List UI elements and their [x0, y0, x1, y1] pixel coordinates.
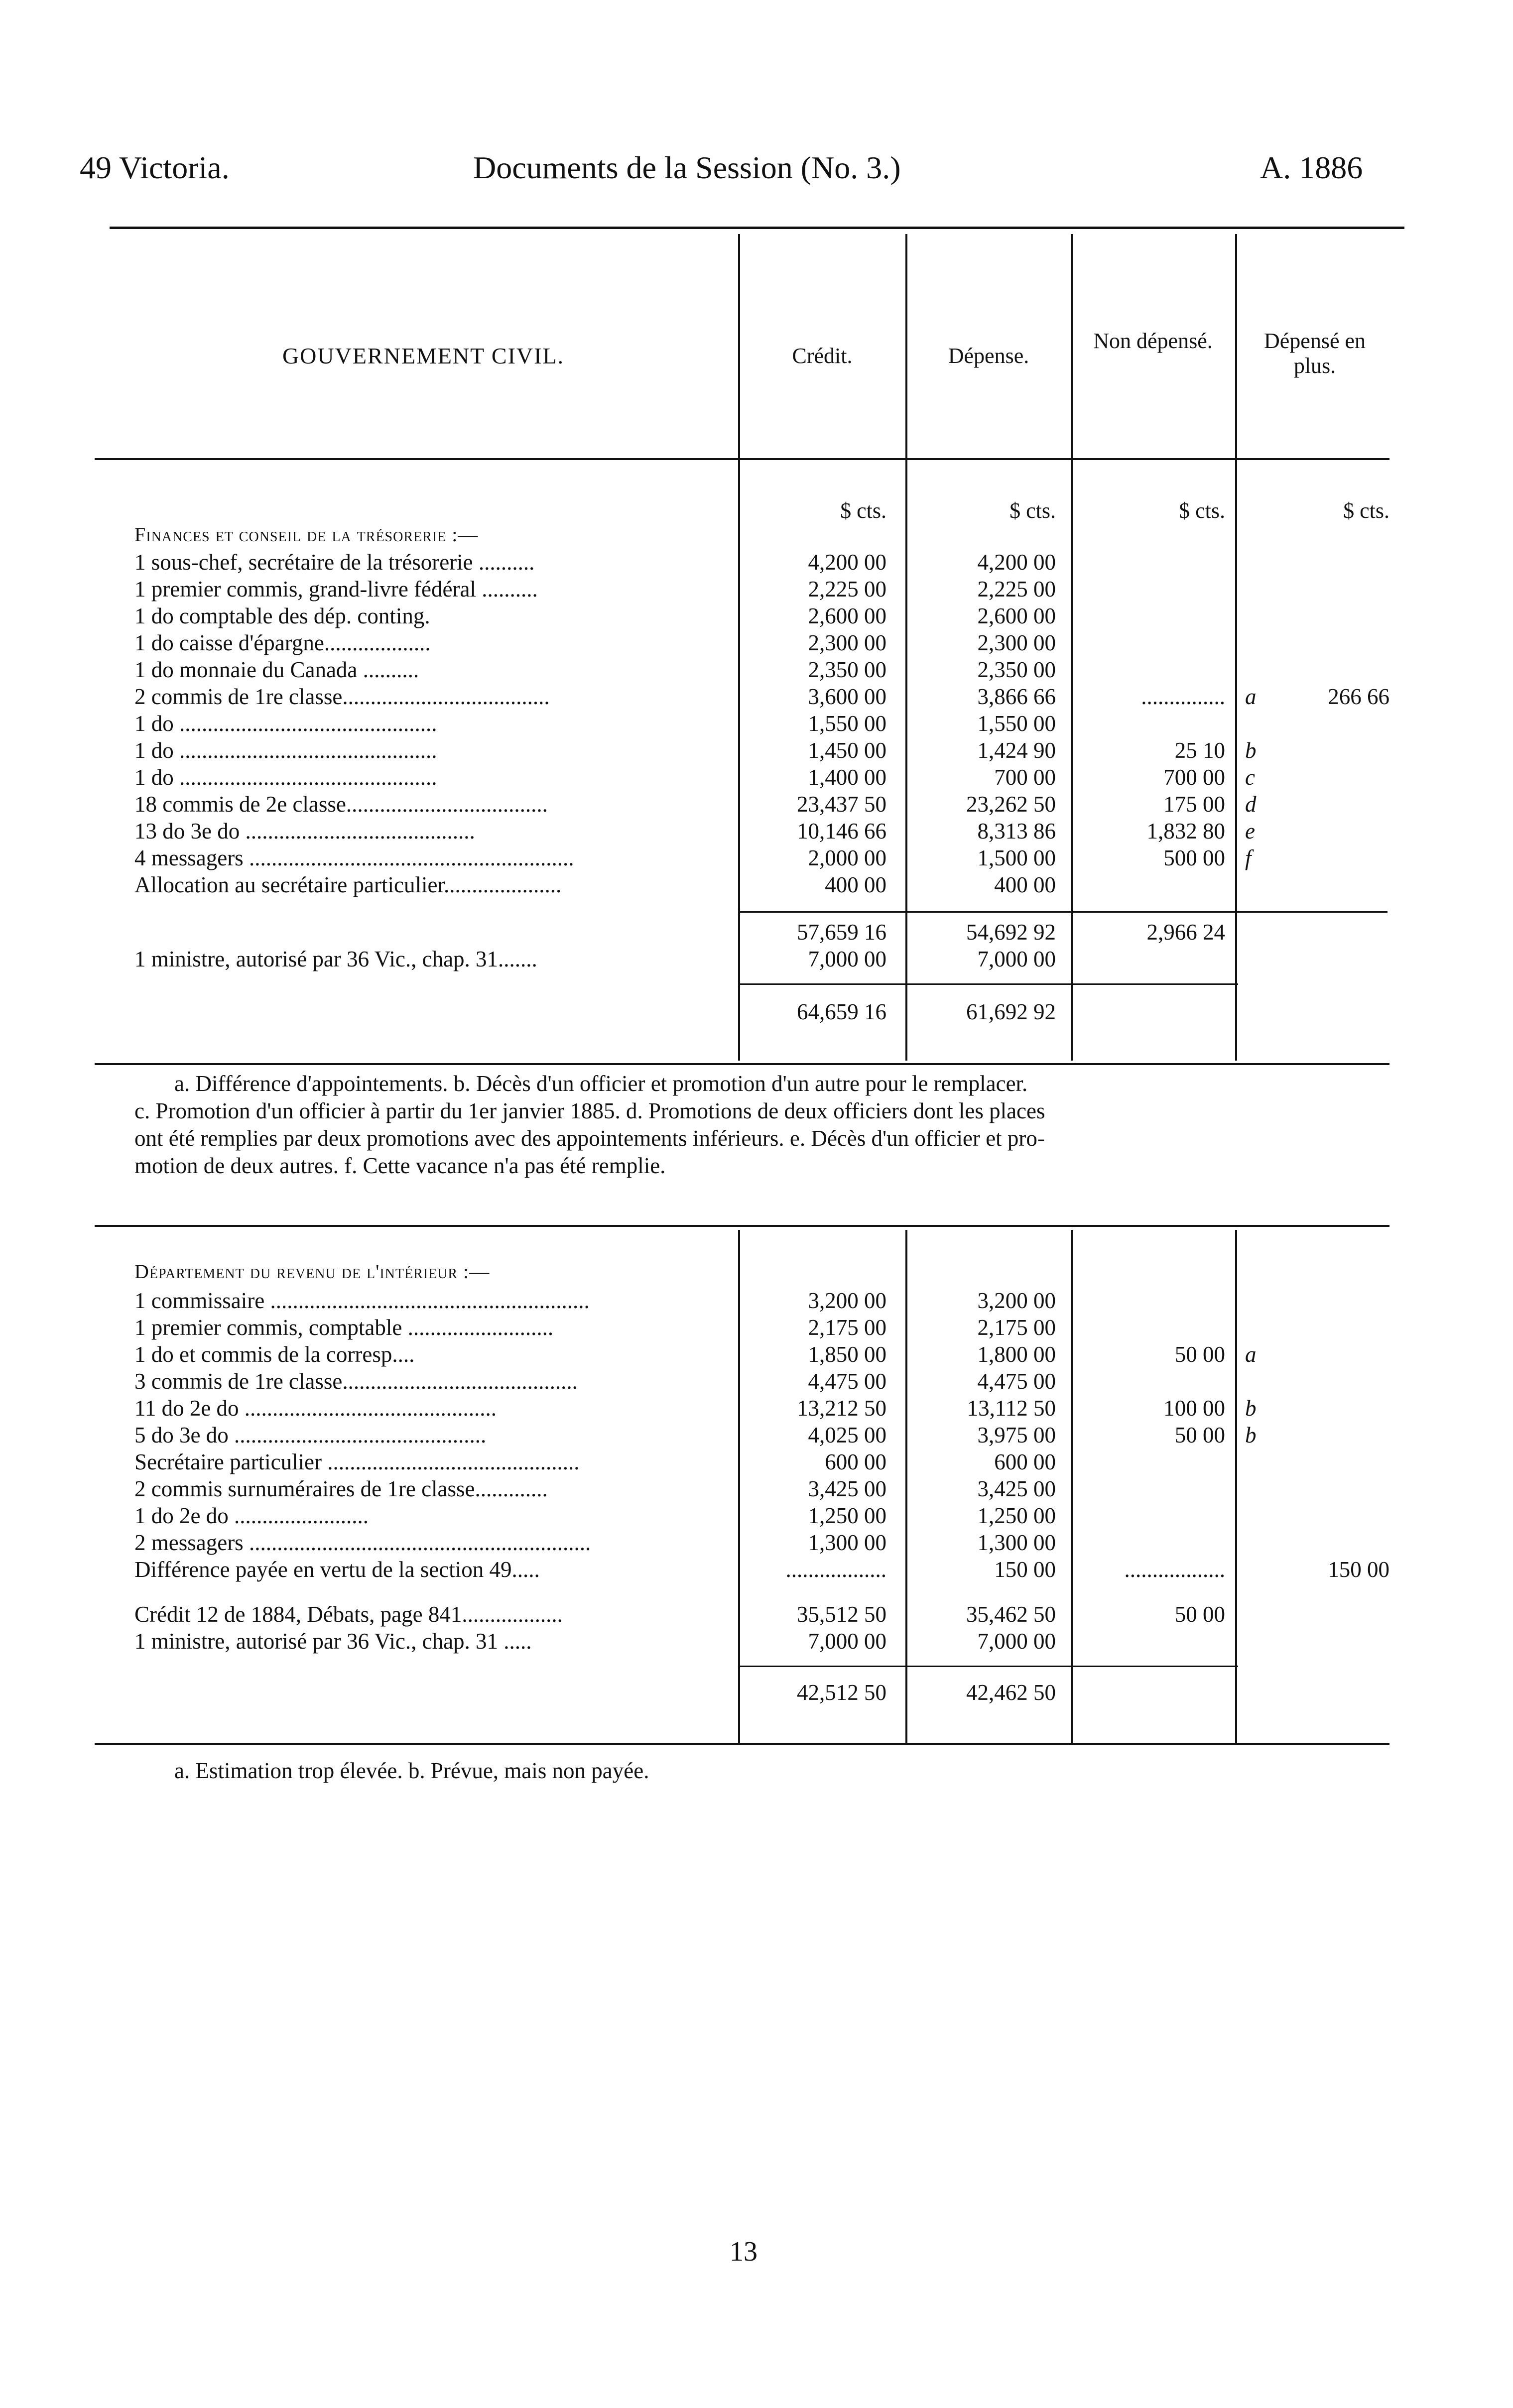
- subtotal-non-depense: 2,966 24: [1146, 920, 1225, 945]
- row-depense: 1,800 00: [977, 1342, 1056, 1367]
- unit-label: $ cts.: [1343, 498, 1389, 523]
- unit-label: $ cts.: [1009, 498, 1056, 523]
- unit-label: $ cts.: [840, 498, 886, 523]
- row-label: 1 do ..............................................: [134, 765, 437, 790]
- row-credit: 1,550 00: [808, 711, 886, 736]
- table-row: [0, 1529, 1513, 1556]
- row-depense: 2,300 00: [977, 630, 1056, 655]
- row-credit: 2,225 00: [808, 577, 886, 602]
- row-credit: 3,600 00: [808, 684, 886, 709]
- row-non-depense: ..................: [1124, 1557, 1225, 1582]
- table-row: [0, 710, 1513, 737]
- minister-row: [0, 946, 1513, 972]
- row-depense: 600 00: [994, 1449, 1056, 1474]
- row-label: 1 premier commis, comptable ..........................: [134, 1315, 554, 1340]
- table-row: [0, 656, 1513, 683]
- row-label: 5 do 3e do .............................................: [134, 1423, 487, 1447]
- subtotal-rule: [740, 911, 1387, 913]
- header-rule: [110, 227, 1404, 229]
- row-note-letter: b: [1245, 738, 1257, 763]
- table-row: [0, 764, 1513, 791]
- unit-label: $ cts.: [1179, 498, 1225, 523]
- minister-credit: 7,000 00: [808, 1629, 886, 1654]
- row-credit: 1,300 00: [808, 1530, 886, 1555]
- header-title: Documents de la Session (No. 3.): [473, 150, 901, 185]
- footnote: a. Différence d'appointements. b. Décès d'un officier et promotion d'un autre pour le remplacer.: [174, 1071, 1028, 1096]
- row-non-depense: 25 10: [1174, 738, 1225, 763]
- row-depense: 1,550 00: [977, 711, 1056, 736]
- total-row: [0, 998, 1513, 1025]
- row-credit: 2,600 00: [808, 603, 886, 628]
- row-credit: 1,400 00: [808, 765, 886, 790]
- row-label: 1 do 2e do ........................: [134, 1503, 369, 1528]
- row-label: 1 do ..............................................: [134, 711, 437, 736]
- row-label: 1 do comptable des dép. conting.: [134, 603, 430, 628]
- footnote: c. Promotion d'un officier à partir du 1er janvier 1885. d. Promotions de deux officiers dont les places: [134, 1098, 1045, 1123]
- row-depense: 8,313 86: [977, 819, 1056, 843]
- row-note-letter: d: [1245, 792, 1257, 817]
- row-label: 18 commis de 2e classe....................................: [134, 792, 548, 817]
- row-depense: 23,262 50: [966, 792, 1056, 817]
- row-depense: 3,866 66: [977, 684, 1056, 709]
- row-credit: 4,475 00: [808, 1369, 886, 1394]
- row-depense: 3,200 00: [977, 1288, 1056, 1313]
- row-credit: 10,146 66: [797, 819, 886, 843]
- row-note-letter: a: [1245, 1342, 1257, 1367]
- total-credit: 42,512 50: [797, 1680, 886, 1705]
- header-right: A. 1886: [1260, 150, 1363, 185]
- row-label: Crédit 12 de 1884, Débats, page 841..................: [134, 1602, 563, 1627]
- row-label: 1 ministre, autorisé par 36 Vic., chap. 31.......: [134, 947, 537, 971]
- row-depense: 400 00: [994, 872, 1056, 897]
- row-label: 1 do monnaie du Canada ..........: [134, 657, 419, 682]
- row-depense-en-plus: 266 66: [1328, 684, 1389, 709]
- row-label: 2 commis de 1re classe.....................................: [134, 684, 550, 709]
- row-label: 1 premier commis, grand-livre fédéral ..........: [134, 577, 538, 602]
- row-non-depense: 50 00: [1174, 1602, 1225, 1627]
- column-header-depense-en-plus: Dépensé en plus.: [1263, 329, 1366, 378]
- table-row: [0, 871, 1513, 898]
- total-depense: 42,462 50: [966, 1680, 1056, 1705]
- row-label: 1 ministre, autorisé par 36 Vic., chap. 31 .....: [134, 1629, 532, 1654]
- row-note-letter: b: [1245, 1423, 1257, 1447]
- row-non-depense: 500 00: [1163, 845, 1225, 870]
- table-row: [0, 1502, 1513, 1529]
- table-row: [0, 683, 1513, 710]
- row-label: Différence payée en vertu de la section 49.....: [134, 1557, 540, 1582]
- total-rule: [740, 1666, 1238, 1667]
- table-row: [0, 1556, 1513, 1583]
- table-row: [0, 549, 1513, 576]
- row-credit: ..................: [785, 1557, 886, 1582]
- row-depense: 35,462 50: [966, 1602, 1056, 1627]
- row-depense: 1,300 00: [977, 1530, 1056, 1555]
- row-label: 1 commissaire .........................................................: [134, 1288, 590, 1313]
- row-non-depense: 50 00: [1174, 1423, 1225, 1447]
- row-credit: 2,350 00: [808, 657, 886, 682]
- column-header-non-depense: Non dépensé.: [1093, 329, 1213, 353]
- row-note-letter: a: [1245, 684, 1257, 709]
- row-depense-en-plus: 150 00: [1328, 1557, 1389, 1582]
- row-depense: 2,350 00: [977, 657, 1056, 682]
- footnote: a. Estimation trop élevée. b. Prévue, mais non payée.: [174, 1758, 649, 1783]
- column-header-credit: Crédit.: [792, 344, 853, 368]
- minister-credit: 7,000 00: [808, 947, 886, 971]
- row-non-depense: 50 00: [1174, 1342, 1225, 1367]
- table-row: [0, 1341, 1513, 1368]
- table-row: [0, 1368, 1513, 1395]
- row-credit: 2,175 00: [808, 1315, 886, 1340]
- footnote: ont été remplies par deux promotions avec des appointements inférieurs. e. Décès d'un officier et pro-: [134, 1126, 1045, 1151]
- total-rule: [740, 983, 1238, 985]
- table-row: [0, 1314, 1513, 1341]
- table-row: [0, 1475, 1513, 1502]
- row-non-depense: 1,832 80: [1146, 819, 1225, 843]
- row-label: 4 messagers ..........................................................: [134, 845, 574, 870]
- row-label: 1 sous-chef, secrétaire de la trésorerie ..........: [134, 550, 535, 575]
- row-credit: 3,200 00: [808, 1288, 886, 1313]
- table-rule: [95, 1225, 1389, 1227]
- row-depense: 4,475 00: [977, 1369, 1056, 1394]
- table-row: [0, 602, 1513, 629]
- page-number: 13: [730, 2236, 757, 2267]
- row-credit: 1,250 00: [808, 1503, 886, 1528]
- minister-depense: 7,000 00: [977, 1629, 1056, 1654]
- row-credit: 1,450 00: [808, 738, 886, 763]
- header-left: 49 Victoria.: [80, 150, 230, 185]
- row-credit: 2,300 00: [808, 630, 886, 655]
- row-depense: 700 00: [994, 765, 1056, 790]
- subsection-title: Finances et conseil de la trésorerie :—: [134, 523, 479, 546]
- row-label: 1 do ..............................................: [134, 738, 437, 763]
- total-depense: 61,692 92: [966, 999, 1056, 1024]
- row-label: Secrétaire particulier .............................................: [134, 1449, 580, 1474]
- table-row: [0, 844, 1513, 871]
- subtotal-depense: 54,692 92: [966, 920, 1056, 945]
- table-rule: [95, 1743, 1389, 1745]
- row-non-depense: 700 00: [1163, 765, 1225, 790]
- minister-row: [0, 1628, 1513, 1655]
- row-note-letter: b: [1245, 1396, 1257, 1421]
- row-label: 13 do 3e do .........................................: [134, 819, 475, 843]
- row-credit: 3,425 00: [808, 1476, 886, 1501]
- row-label: 11 do 2e do .............................................: [134, 1396, 497, 1421]
- subtotal-row: [0, 919, 1513, 946]
- total-credit: 64,659 16: [797, 999, 886, 1024]
- row-depense: 1,500 00: [977, 845, 1056, 870]
- row-note-letter: e: [1245, 819, 1255, 843]
- row-depense: 2,175 00: [977, 1315, 1056, 1340]
- table-row: [0, 1448, 1513, 1475]
- column-header-depense: Dépense.: [948, 344, 1029, 368]
- footnote: motion de deux autres. f. Cette vacance n'a pas été remplie.: [134, 1153, 666, 1178]
- row-non-depense: 175 00: [1163, 792, 1225, 817]
- row-label: 2 messagers .............................................................: [134, 1530, 591, 1555]
- table-row: [0, 818, 1513, 844]
- row-note-letter: f: [1245, 845, 1252, 870]
- row-note-letter: c: [1245, 765, 1255, 790]
- row-credit: 13,212 50: [797, 1396, 886, 1421]
- table-rule: [95, 1063, 1389, 1065]
- row-depense: 1,250 00: [977, 1503, 1056, 1528]
- table-row: [0, 1395, 1513, 1422]
- row-label: Allocation au secrétaire particulier.....................: [134, 872, 562, 897]
- row-depense: 3,425 00: [977, 1476, 1056, 1501]
- row-credit: 2,000 00: [808, 845, 886, 870]
- row-label: 1 do caisse d'épargne...................: [134, 630, 431, 655]
- row-depense: 13,112 50: [967, 1396, 1056, 1421]
- subsection-title: Département du revenu de l'intérieur :—: [134, 1260, 490, 1283]
- table-row: [0, 1287, 1513, 1314]
- row-depense: 3,975 00: [977, 1423, 1056, 1447]
- row-label: 2 commis surnuméraires de 1re classe.............: [134, 1476, 548, 1501]
- credit-1884-row: [0, 1601, 1513, 1628]
- table-row: [0, 629, 1513, 656]
- table-row: [0, 1422, 1513, 1448]
- row-credit: 35,512 50: [797, 1602, 886, 1627]
- subtotal-credit: 57,659 16: [797, 920, 886, 945]
- row-credit: 1,850 00: [808, 1342, 886, 1367]
- row-credit: 23,437 50: [797, 792, 886, 817]
- row-credit: 4,025 00: [808, 1423, 886, 1447]
- total-row: [0, 1679, 1513, 1706]
- row-label: 1 do et commis de la corresp....: [134, 1342, 415, 1367]
- row-credit: 4,200 00: [808, 550, 886, 575]
- section-heading: GOUVERNEMENT CIVIL.: [282, 343, 565, 368]
- row-depense: 2,600 00: [977, 603, 1056, 628]
- row-depense: 4,200 00: [977, 550, 1056, 575]
- row-non-depense: ...............: [1141, 684, 1225, 709]
- row-depense: 150 00: [994, 1557, 1056, 1582]
- row-label: 3 commis de 1re classe..........................................: [134, 1369, 578, 1394]
- minister-depense: 7,000 00: [977, 947, 1056, 971]
- table-rule: [95, 458, 1389, 460]
- row-credit: 600 00: [825, 1449, 886, 1474]
- table-row: [0, 791, 1513, 818]
- row-depense: 2,225 00: [977, 577, 1056, 602]
- table-row: [0, 576, 1513, 602]
- row-depense: 1,424 90: [977, 738, 1056, 763]
- table-row: [0, 737, 1513, 764]
- row-credit: 400 00: [825, 872, 886, 897]
- row-non-depense: 100 00: [1163, 1396, 1225, 1421]
